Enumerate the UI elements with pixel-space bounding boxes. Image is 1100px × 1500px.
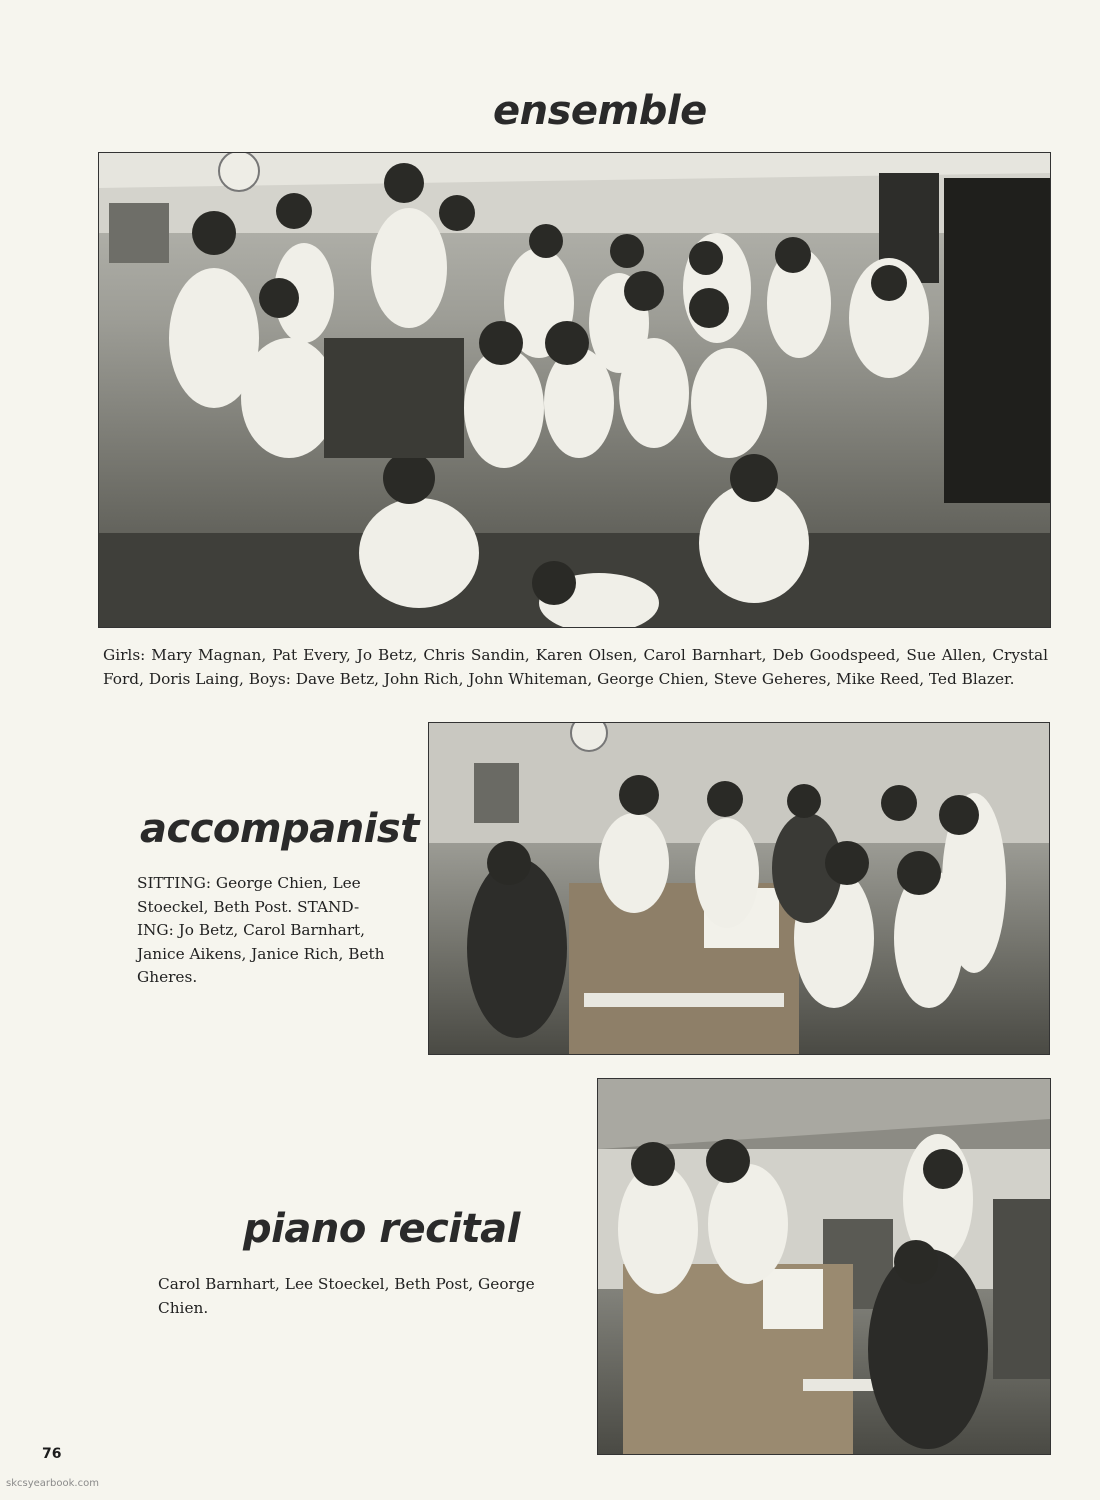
- ensemble-group-photo: [98, 152, 1051, 628]
- accompanist-heading: accompanist: [140, 806, 419, 852]
- caption-line: Janice Aikens, Janice Rich, Beth: [137, 944, 385, 963]
- piano-recital-heading: piano recital: [243, 1206, 520, 1252]
- caption-line: Stoeckel, Beth Post. STAND-: [137, 897, 360, 916]
- caption-line: ING: Jo Betz, Carol Barnhart,: [137, 921, 366, 939]
- accompanist-caption: [137, 872, 412, 990]
- piano-recital-photo: [597, 1078, 1051, 1455]
- accompanist-photo: [428, 722, 1050, 1055]
- piano-recital-caption: [158, 1273, 568, 1320]
- ensemble-caption: Girls: Mary Magnan, Pat Every, Jo Betz, Chris Sandin, Karen Olsen, Carol Barnhart, Deb Goodspeed, Sue Allen, Crystal Ford, Doris Laing, Boys: Dave Betz, John Rich, John Whiteman, George Chien, Steve Geheres, Mike Reed, Ted Blazer.: [103, 646, 1048, 688]
- caption-line: Carol Barnhart, Lee Stoeckel, Beth Post, George: [158, 1275, 535, 1293]
- caption-line: Chien.: [158, 1298, 209, 1317]
- ensemble-heading: ensemble: [493, 88, 707, 134]
- page-number: 76: [42, 1446, 62, 1462]
- caption-line: SITTING: George Chien, Lee: [137, 874, 361, 892]
- caption-line: Gheres.: [137, 968, 198, 986]
- site-watermark: skcsyearbook.com: [6, 1478, 99, 1489]
